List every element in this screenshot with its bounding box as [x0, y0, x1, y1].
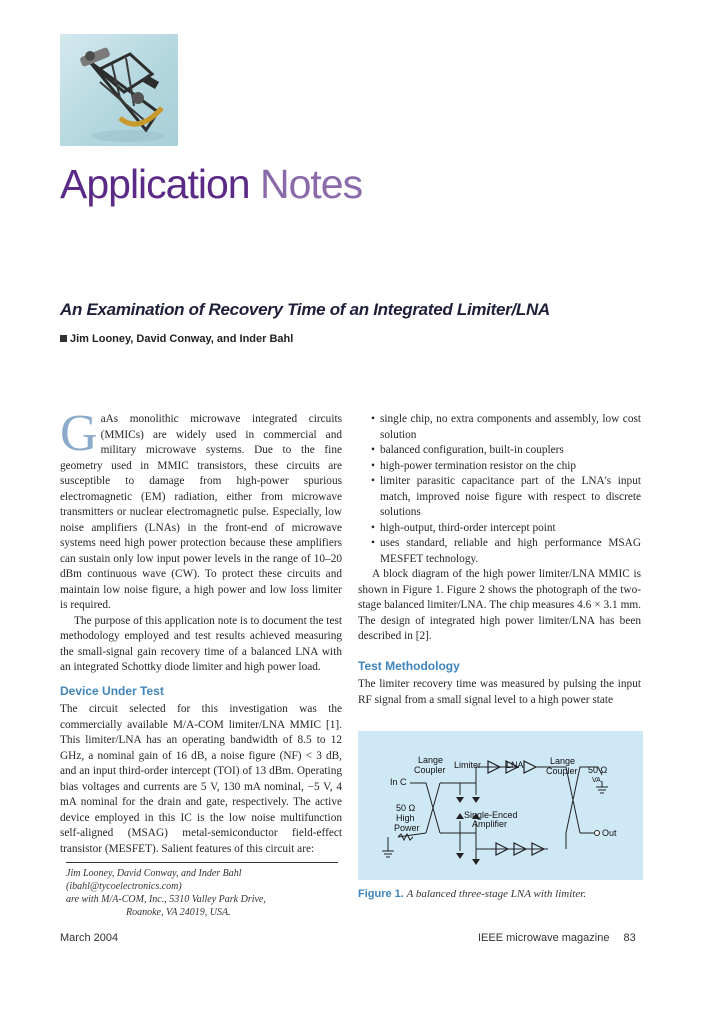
heading-test-methodology: Test Methodology [358, 658, 460, 673]
label-ohm-right-va: VA [592, 777, 601, 784]
footer-magazine: IEEE microwave magazine [478, 932, 610, 944]
diode-icon [456, 813, 464, 819]
figure-1-caption [358, 888, 586, 900]
label-ohm-left: 50 Ω [396, 803, 416, 813]
column-right [358, 412, 641, 708]
block-diagram-svg [358, 731, 643, 880]
heading-device-under-test: Device Under Test [60, 683, 164, 698]
label-single-ended: Single-Enced [464, 810, 518, 820]
label-lna: LNA [506, 760, 524, 770]
footer-page-number: 83 [623, 932, 636, 944]
label-coupler-left: Coupler [414, 765, 446, 775]
header-photo-sextant [60, 34, 178, 146]
figure-1-diagram [358, 731, 643, 880]
footer-right [478, 932, 636, 944]
section-title-application: Application [60, 161, 250, 207]
diode-icon [472, 797, 480, 803]
feature-item: • limiter parasitic capacitance part of the LNA's input match, improved noise figure with respect to discrete solutions [358, 474, 641, 521]
footer-date: March 2004 [60, 932, 119, 944]
section-title-notes: Notes [259, 161, 363, 207]
method-paragraph: The limiter recovery time was measured by pulsing the input RF signal from a small signal level to a high power state [358, 678, 641, 706]
feature-item: • uses standard, reliable and high performance MSAG MESFET technology. [358, 536, 641, 567]
device-paragraph: The circuit selected for this investigation was the commercially available M/A-COM limiter/LNA MMIC [1]. This limiter/LNA has an operating bandwidth of 8.5 to 12 GHz, a nominal gain of 16 dB, a noise figure (NF) < 3 dB, and an input third-order intercept (TOI) of 13 dBm. Operating bias voltages and currents are 5 V, 130 mA nominal, −5 V, 4 mA nominal for the drain and gate, respectively. The active device employed in this IC is the low noise multifunction self-aligned (MSAG) metal-semiconductor field-effect transistor (MESFET). Salient features of this circuit are: [60, 703, 342, 855]
block-diagram-paragraph: A block diagram of the high power limiter/LNA MMIC is shown in Figure 1. Figure 2 shows the photograph of the two-stage balanced limiter/LNA. The chip measures 4.6 × 3.1 mm. The design of integrated high power limiter/LNA has been described in [2]. [358, 568, 641, 642]
byline [60, 333, 293, 345]
label-high: High [396, 813, 415, 823]
ground-icon [596, 787, 608, 793]
feature-item: • high-output, third-order intercept point [358, 521, 641, 537]
features-list [358, 412, 641, 567]
diode-icon [456, 853, 464, 859]
byline-square-icon [60, 335, 67, 342]
footnote-line: Roanoke, VA 24019, USA. [126, 907, 231, 918]
purpose-paragraph: The purpose of this application note is to document the test methodology employed and test results achieved measuring the small-signal gain recovery time of a balanced LNA with an integrated Schottky diode limiter and high power load. [60, 614, 342, 673]
sextant-illustration [60, 34, 178, 146]
ground-icon [382, 851, 394, 857]
label-out: Out [602, 828, 617, 838]
figure-caption-label: Figure 1. [358, 888, 404, 900]
article-title: An Examination of Recovery Time of an Integrated Limiter/LNA [60, 300, 550, 319]
byline-authors: Jim Looney, David Conway, and Inder Bahl [70, 333, 294, 345]
upper-diode-leads [460, 783, 476, 795]
label-limiter: Limiter [454, 760, 482, 770]
intro-text: aAs monolithic microwave integrated circuits (MMICs) are widely used in commercial and military microwave systems. Due to the fine geometry used in MMIC transistors, these circuits are susceptible to damage from high-power spurious electromagnetic (EM) radiation, either from microwave transmitters or nuclear electromagnetic pulse. Especially, low noise amplifiers (LNAs) in the front-end of microwave systems need high power protection because these amplifiers can sustain only low input power levels in the range of 10–20 dBm continuous wave (CW). To protect these circuits and maintain low noise figure, a high power and low loss limiter is required. [60, 413, 342, 611]
label-lange-right: Lange [550, 756, 576, 766]
footnote-line: are with M/A-COM, Inc., 5310 Valley Park Drive, [66, 894, 266, 905]
diode-icon [456, 797, 464, 803]
author-footnote [66, 862, 338, 919]
feature-item: • high-power termination resistor on the chip [358, 459, 641, 475]
drop-cap: G [60, 405, 98, 462]
label-power: Power [394, 823, 420, 833]
footnote-line: Jim Looney, David Conway, and Inder Bahl (ibahl@tycoelectronics.com) [66, 868, 242, 892]
section-title [60, 161, 363, 207]
label-in: In C [390, 777, 407, 787]
figure-caption-text: A balanced three-stage LNA with limiter. [406, 888, 587, 900]
amplifier-icon [524, 761, 536, 773]
label-ohm-right: 50 Ω [588, 765, 608, 775]
output-terminal-icon [595, 831, 600, 836]
column-left [60, 405, 342, 857]
diode-icon [472, 859, 480, 865]
feature-item: • single chip, no extra components and assembly, low cost solution [358, 412, 641, 443]
intro-paragraph [60, 405, 342, 614]
label-amplifier: Amplifier [472, 819, 508, 829]
label-coupler-right: Coupler [546, 766, 578, 776]
label-lange-left: Lange [418, 755, 444, 765]
feature-item: • balanced configuration, built-in couplers [358, 443, 641, 459]
